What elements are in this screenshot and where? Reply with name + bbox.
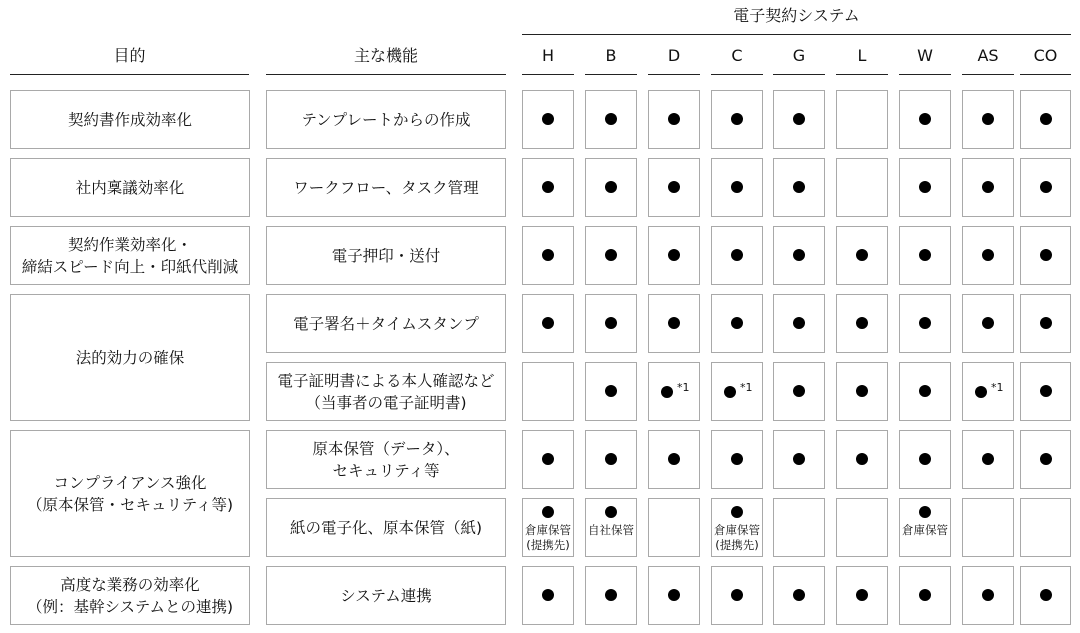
support-dot [982,453,994,465]
support-cell [711,566,763,625]
system-header-b: B [605,46,617,65]
support-dot [542,506,554,518]
function-text-line: システム連携 [340,586,432,605]
support-dot [668,249,680,261]
support-cell [1020,90,1071,149]
support-dot [856,589,868,601]
support-dot [793,385,805,397]
function-text-line: 原本保管（データ）、 [312,439,460,458]
support-dot [793,181,805,193]
support-dot [1040,589,1052,601]
support-cell [585,566,637,625]
support-dot [982,589,994,601]
storage-note: (提携先) [715,538,759,552]
support-cell [773,294,825,353]
support-dot [605,113,617,125]
storage-note: (提携先) [526,538,570,552]
support-dot [605,589,617,601]
support-cell [648,430,700,489]
support-cell [1020,362,1071,421]
support-dot [542,113,554,125]
purpose-cell [10,226,250,285]
support-cell [711,362,763,421]
support-cell [899,498,951,557]
system-group-rule [522,34,1071,35]
support-dot [668,317,680,329]
support-dot [668,113,680,125]
support-dot [856,249,868,261]
support-cell [711,498,763,557]
support-cell [522,362,574,421]
function-text-line: 電子証明書による本人確認など [277,371,495,390]
support-dot [919,181,931,193]
system-header-h: H [541,46,555,65]
support-cell [773,226,825,285]
support-cell [711,430,763,489]
support-dot [856,385,868,397]
purpose-text-line: （例：基幹システムとの連携) [27,597,233,616]
function-text-line: テンプレートからの作成 [301,110,471,129]
function-text-line: ワークフロー、タスク管理 [293,178,479,197]
function-cell [266,90,506,149]
support-dot [668,181,680,193]
support-dot [919,385,931,397]
function-text-line: 紙の電子化、原本保管（紙) [289,518,483,537]
support-dot [605,385,617,397]
support-dot [542,181,554,193]
support-dot [919,589,931,601]
function-header-rule [266,74,506,75]
system-header-as: AS [977,46,999,65]
support-cell [899,430,951,489]
purpose-header-rule [10,74,249,75]
support-cell [962,158,1014,217]
support-cell [836,430,888,489]
support-cell [522,226,574,285]
support-dot [731,589,743,601]
support-cell [522,158,574,217]
support-cell [773,498,825,557]
support-cell [1020,294,1071,353]
support-cell [773,158,825,217]
support-dot [982,249,994,261]
support-cell [585,158,637,217]
system-header-d: D [667,46,681,65]
support-dot [919,506,931,518]
support-dot [605,453,617,465]
support-dot [856,453,868,465]
function-cell [266,158,506,217]
function-cell [266,362,506,421]
support-cell [962,498,1014,557]
support-dot [919,249,931,261]
storage-note: 自社保管 [588,523,634,537]
support-dot [919,317,931,329]
storage-note: 倉庫保管 [902,523,948,537]
support-dot [605,249,617,261]
system-header-rule [773,74,825,75]
support-cell [962,226,1014,285]
support-cell [522,294,574,353]
support-cell [648,498,700,557]
support-cell [836,566,888,625]
support-cell [836,498,888,557]
support-dot [731,249,743,261]
support-cell [648,294,700,353]
support-cell [836,362,888,421]
support-cell [585,430,637,489]
support-dot [1040,249,1052,261]
support-dot [668,453,680,465]
support-cell [648,158,700,217]
support-dot [982,317,994,329]
support-cell [1020,158,1071,217]
support-cell [962,566,1014,625]
function-text-line: 電子署名＋タイムスタンプ [293,314,479,333]
support-dot [731,317,743,329]
support-cell [585,90,637,149]
purpose-text-line: 契約作業効率化・ [67,235,192,254]
support-cell [711,226,763,285]
support-dot [668,589,680,601]
support-cell [899,362,951,421]
purpose-text-line: 契約書作成効率化 [67,110,192,129]
system-header-rule [585,74,637,75]
support-cell [585,294,637,353]
function-text-line: セキュリティ等 [332,461,440,480]
system-header-rule [962,74,1014,75]
system-header-g: G [792,46,806,65]
purpose-cell [10,294,250,421]
support-cell [711,158,763,217]
system-header-rule [899,74,951,75]
support-dot [1040,181,1052,193]
purpose-text-line: 社内稟議効率化 [75,178,185,197]
support-dot [1040,113,1052,125]
support-cell [522,566,574,625]
support-cell [1020,566,1071,625]
purpose-cell [10,158,250,217]
function-cell [266,498,506,557]
support-dot [542,589,554,601]
purpose-text-line: 法的効力の確保 [75,348,185,367]
system-header-c: C [731,46,743,65]
support-dot [542,317,554,329]
support-cell [585,362,637,421]
support-cell [899,226,951,285]
support-cell [585,226,637,285]
support-cell [648,362,700,421]
footnote-marker: *1 [677,381,690,394]
support-dot [982,113,994,125]
support-cell [773,430,825,489]
support-dot [724,386,736,398]
support-cell [1020,226,1071,285]
support-dot [793,589,805,601]
storage-note: 倉庫保管 [714,523,760,537]
support-dot [793,453,805,465]
purpose-text-line: コンプライアンス強化 [53,473,207,492]
purpose-text-line: 高度な業務の効率化 [60,575,200,594]
support-cell [836,226,888,285]
function-cell [266,566,506,625]
purpose-text-line: （原本保管・セキュリティ等) [27,495,233,514]
function-cell [266,226,506,285]
storage-note: 倉庫保管 [525,523,571,537]
support-cell [522,430,574,489]
support-dot [1040,317,1052,329]
support-cell [522,90,574,149]
support-cell [773,362,825,421]
purpose-cell [10,566,250,625]
support-dot [731,113,743,125]
support-cell [836,294,888,353]
system-group-title: 電子契約システム [733,6,860,25]
support-cell [836,158,888,217]
support-dot [793,317,805,329]
support-dot [975,386,987,398]
support-dot [1040,385,1052,397]
system-header-rule [1020,74,1071,75]
support-cell [962,430,1014,489]
support-dot [982,181,994,193]
support-dot [919,453,931,465]
support-dot [605,181,617,193]
support-cell [962,90,1014,149]
purpose-cell [10,90,250,149]
support-cell [648,90,700,149]
purpose-column-header: 目的 [113,46,146,65]
support-dot [605,317,617,329]
support-cell [648,226,700,285]
purpose-cell [10,430,250,557]
support-dot [605,506,617,518]
function-text-line: （当事者の電子証明書) [305,393,467,412]
footnote-marker: *1 [991,381,1004,394]
function-cell [266,430,506,489]
function-text-line: 電子押印・送付 [331,246,441,265]
purpose-text-line: 締結スピード向上・印紙代削減 [21,257,239,276]
system-header-rule [836,74,888,75]
footnote-marker: *1 [740,381,753,394]
support-dot [731,181,743,193]
system-header-rule [711,74,763,75]
support-cell [1020,430,1071,489]
support-dot [1040,453,1052,465]
support-cell [711,294,763,353]
support-dot [731,506,743,518]
support-cell [899,566,951,625]
support-cell [585,498,637,557]
support-cell [773,566,825,625]
function-cell [266,294,506,353]
support-cell [836,90,888,149]
support-cell [899,294,951,353]
support-cell [1020,498,1071,557]
system-header-rule [522,74,574,75]
system-header-co: CO [1033,46,1058,65]
support-dot [542,249,554,261]
support-dot [661,386,673,398]
support-dot [542,453,554,465]
support-cell [962,362,1014,421]
support-dot [856,317,868,329]
support-dot [793,113,805,125]
support-dot [919,113,931,125]
system-header-rule [648,74,700,75]
support-cell [899,90,951,149]
support-cell [648,566,700,625]
support-cell [711,90,763,149]
support-cell [962,294,1014,353]
support-dot [731,453,743,465]
support-cell [522,498,574,557]
support-dot [793,249,805,261]
function-column-header: 主な機能 [353,46,418,65]
system-header-l: L [857,46,867,65]
support-cell [899,158,951,217]
support-cell [773,90,825,149]
system-header-w: W [917,46,933,65]
